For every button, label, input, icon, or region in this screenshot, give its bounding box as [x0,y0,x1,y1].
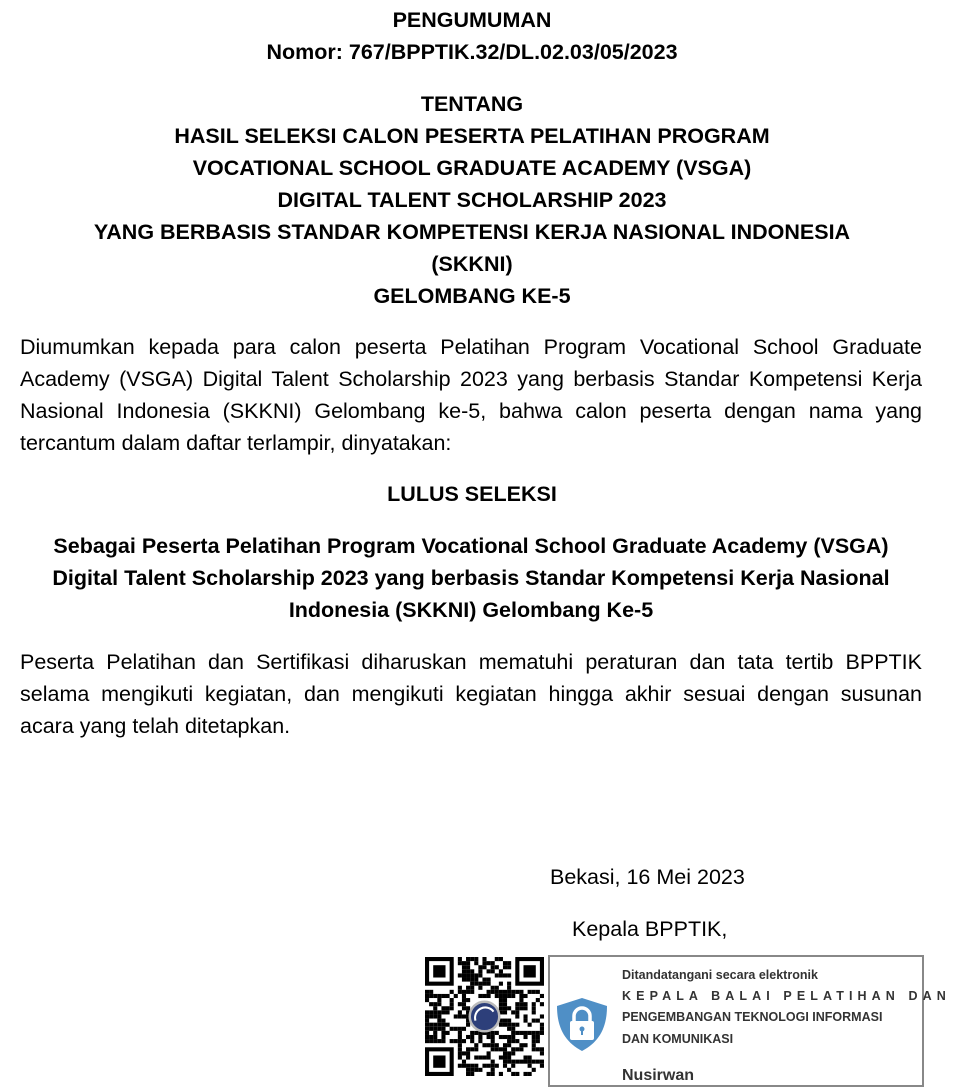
heading-line: HASIL SELEKSI CALON PESERTA PELATIHAN PROGRAM [174,124,770,148]
result-detail: Sebagai Peserta Pelatihan Program Vocational School Graduate Academy (VSGA) Digital Talent Scholarship 2023 yang berbasis Standar Kompetensi Kerja Nasional Indonesia (SKKNI) Gelombang Ke-5 [52,534,890,622]
heading-line: DIGITAL TALENT SCHOLARSHIP 2023 [277,188,667,212]
intro-paragraph: Diumumkan kepada para calon peserta Pelatihan Program Vocational School Graduate Academy (VSGA) Digital Talent Scholarship 2023 yang berbasis Standar Kompetensi Kerja Nasional Indonesia (SKKNI) Gelombang ke-5, bahwa calon peserta dengan nama yang tercantum dalam daftar terlampir, dinyatakan: [20,335,922,455]
esign-label: Ditandatangani secara elektronik [622,968,818,982]
shield-lock-icon [555,996,609,1052]
org-line: KEPALA BALAI PELATIHAN DAN [622,989,951,1003]
announcement-number: Nomor: 767/BPPTIK.32/DL.02.03/05/2023 [266,40,678,64]
org-line: DAN KOMUNIKASI [622,1032,734,1046]
heading-line: YANG BERBASIS STANDAR KOMPETENSI KERJA NASIONAL INDONESIA [93,220,851,244]
qr-code-icon [425,957,544,1076]
org-line: PENGEMBANGAN TEKNOLOGI INFORMASI [622,1010,883,1024]
signer-role: Kepala BPPTIK, [572,917,728,941]
rules-paragraph: Peserta Pelatihan dan Sertifikasi diharuskan mematuhi peraturan dan tata tertib BPPTIK selama mengikuti kegiatan, dan mengikuti kegiatan hingga akhir sesuai dengan susunan acara yang telah ditetapkan. [20,650,922,738]
heading-line: VOCATIONAL SCHOOL GRADUATE ACADEMY (VSGA) [192,156,752,180]
result-heading: LULUS SELEKSI [387,482,557,506]
heading-line: TENTANG [420,92,524,116]
place-date: Bekasi, 16 Mei 2023 [550,865,745,889]
heading-line: (SKKNI) [431,252,513,276]
signer-name: Nusirwan [622,1067,695,1084]
heading-line: GELOMBANG KE-5 [373,284,571,308]
electronic-signature-box [548,955,951,1087]
announcement-title: PENGUMUMAN [392,8,552,32]
